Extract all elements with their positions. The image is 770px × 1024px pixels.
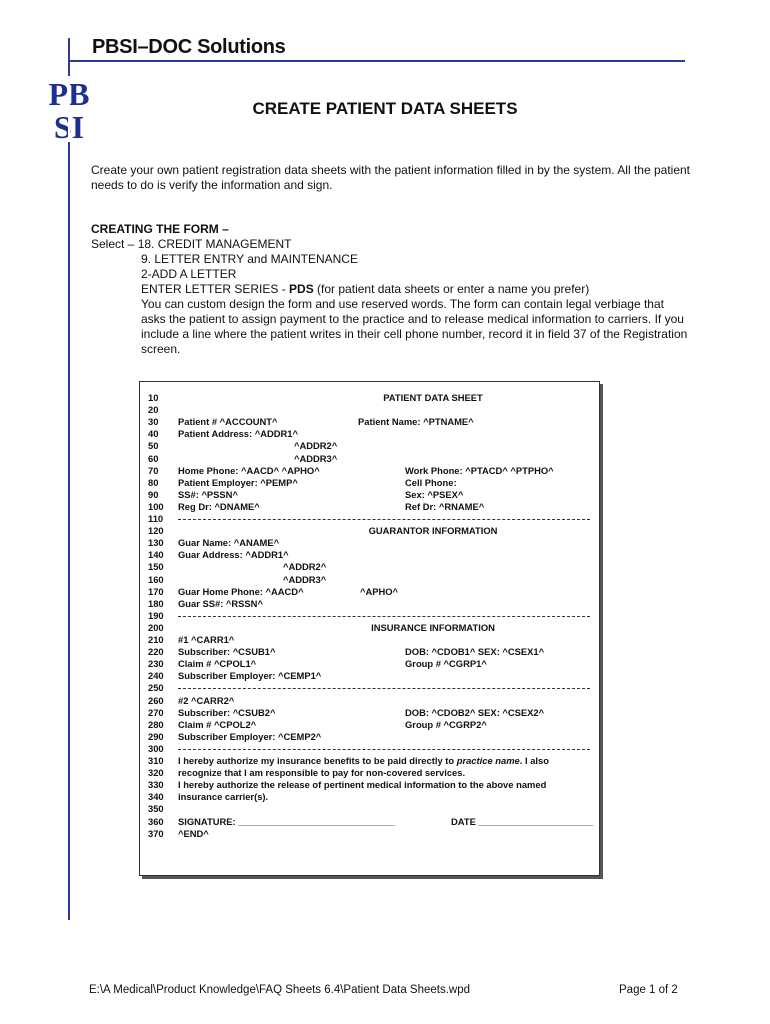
sheet-line [148, 428, 593, 440]
sheet-field-left: insurance carrier(s). [178, 791, 269, 803]
sheet-line-number: 140 [148, 549, 164, 561]
sheet-field-right: Work Phone: ^PTACD^ ^PTPHO^ [405, 464, 554, 476]
sheet-line [148, 682, 593, 694]
sheet-field-right: DATE ______________________ [451, 815, 594, 827]
sheet-line-number: 10 [148, 392, 159, 403]
sheet-line-number: 280 [148, 718, 164, 730]
sheet-field-left: Guar Address: ^ADDR1^ [178, 549, 289, 561]
sheet-line [148, 549, 593, 561]
sheet-field-left: Subscriber Employer: ^CEMP1^ [178, 670, 322, 682]
sheet-section-heading: INSURANCE INFORMATION [371, 621, 495, 633]
sheet-line-number: 220 [148, 646, 164, 658]
sheet-line [148, 561, 593, 573]
sheet-line-number: 70 [148, 464, 159, 476]
step-letter-series-suffix: (for patient data sheets or enter a name you prefer) [313, 282, 590, 296]
sheet-line-number: 90 [148, 488, 159, 500]
sheet-field-right: Group # ^CGRP2^ [405, 718, 487, 730]
sheet-line [148, 646, 593, 658]
step-letter-series-prefix: ENTER LETTER SERIES - [141, 282, 290, 296]
sheet-field-left: SIGNATURE: ______________________________ [178, 815, 395, 827]
sheet-line-number: 330 [148, 779, 164, 791]
sheet-line-number: 320 [148, 767, 164, 779]
sheet-field-left: ^ADDR3^ [294, 452, 338, 464]
sheet-line-number: 160 [148, 573, 164, 585]
custom-design-paragraph: You can custom design the form and use reserved words. The form can contain legal verbiage that asks the patient to assign payment to the practice and to release medical information to carriers. If you include a line where the patient writes in their cell phone number, record it in field 37 of the Registration screen. [141, 297, 688, 356]
sheet-line [148, 610, 593, 622]
intro-paragraph: Create your own patient registration data sheets with the patient information filled in by the system. All the patient needs to do is verify the information and sign. [91, 163, 690, 192]
sheet-divider [178, 519, 590, 520]
sheet-line [148, 719, 593, 731]
logo-top-text: PB [48, 76, 90, 112]
sheet-line-number: 240 [148, 670, 164, 682]
sheet-line [148, 440, 593, 452]
sheet-field-left: ^ADDR2^ [283, 561, 327, 573]
sheet-authorization-line [178, 755, 549, 767]
sheet-line-number: 80 [148, 476, 159, 488]
step-letter-series [91, 282, 691, 297]
sheet-field-left: ^ADDR3^ [283, 573, 327, 585]
patient-data-sheet-sample [139, 381, 600, 876]
sheet-line-number: 310 [148, 755, 164, 766]
sheet-field-left: Reg Dr: ^DNAME^ [178, 500, 260, 512]
sheet-line-number: 210 [148, 634, 164, 645]
sheet-divider [178, 688, 590, 689]
authorization-text-b: . I also [519, 755, 549, 766]
select-line: Select – 18. CREDIT MANAGEMENT [91, 237, 292, 251]
sheet-line [148, 465, 593, 477]
practice-name-placeholder: practice name [456, 755, 520, 766]
sheet-line-number: 40 [148, 428, 159, 440]
sheet-field-left: Subscriber: ^CSUB2^ [178, 706, 276, 718]
header-rule [68, 60, 685, 62]
step-letter-entry: 9. LETTER ENTRY and MAINTENANCE [141, 252, 358, 266]
sheet-line [148, 525, 593, 537]
sheet-line [148, 634, 593, 646]
sheet-line-number: 60 [148, 452, 159, 464]
sheet-line [148, 743, 593, 755]
sheet-field-left: Patient # ^ACCOUNT^ [178, 416, 278, 428]
sheet-field-left: recognize that I am responsible to pay for non-covered services. [178, 767, 466, 779]
sheet-line-number: 290 [148, 730, 164, 742]
sheet-field-left: Guar Name: ^ANAME^ [178, 537, 280, 549]
sheet-line [148, 392, 593, 404]
sheet-line-number: 170 [148, 585, 164, 597]
sheet-line-number: 340 [148, 791, 164, 803]
sheet-field-left: ^END^ [178, 827, 209, 839]
sheet-field-right: DOB: ^CDOB2^ SEX: ^CSEX2^ [405, 706, 545, 718]
sheet-field-left: Subscriber: ^CSUB1^ [178, 646, 276, 658]
sheet-field-left: Patient Address: ^ADDR1^ [178, 428, 298, 440]
step-add-letter: 2-ADD A LETTER [141, 267, 237, 281]
sheet-line [148, 477, 593, 489]
creating-form-section [91, 222, 691, 357]
company-name: PBSI–DOC Solutions [92, 36, 286, 58]
sheet-field-left: Patient Employer: ^PEMP^ [178, 476, 298, 488]
sheet-line-number: 110 [148, 513, 164, 524]
sheet-field-left: Home Phone: ^AACD^ ^APHO^ [178, 464, 320, 476]
authorization-text-a: I hereby authorize my insurance benefits to be paid directly to [178, 755, 457, 766]
sheet-line-number: 250 [148, 682, 164, 694]
sheet-line-number: 300 [148, 742, 164, 754]
sheet-field-left: ^ADDR2^ [294, 440, 338, 452]
left-margin-rule [68, 38, 70, 920]
creating-form-heading: CREATING THE FORM – [91, 222, 229, 236]
sheet-section-heading: GUARANTOR INFORMATION [368, 525, 498, 537]
sheet-line [148, 695, 593, 707]
sheet-field-left: #2 ^CARR2^ [178, 694, 235, 706]
sheet-line [148, 501, 593, 513]
sheet-field-right: Ref Dr: ^RNAME^ [405, 500, 485, 512]
sheet-line [148, 513, 593, 525]
sheet-field-left: Claim # ^CPOL2^ [178, 718, 257, 730]
sheet-line-number: 360 [148, 815, 164, 827]
sheet-field-left: I hereby authorize the release of pertinent medical information to the above named [178, 779, 547, 791]
sheet-line [148, 670, 593, 682]
sheet-line-number: 20 [148, 404, 159, 416]
sheet-line [148, 816, 593, 828]
sheet-line [148, 622, 593, 634]
sheet-line [148, 416, 593, 428]
sheet-line [148, 707, 593, 719]
sheet-field-left: Claim # ^CPOL1^ [178, 658, 257, 670]
sheet-line-number: 270 [148, 706, 164, 718]
sheet-field-right: ^APHO^ [360, 585, 399, 597]
sheet-field-left: #1 ^CARR1^ [178, 634, 235, 645]
sheet-field-left: Guar Home Phone: ^AACD^ [178, 585, 304, 597]
document-title [0, 99, 770, 119]
sheet-field-right: Cell Phone: [405, 476, 457, 488]
sheet-section-heading: PATIENT DATA SHEET [383, 392, 483, 403]
sheet-line-number: 230 [148, 658, 164, 670]
sheet-divider [178, 616, 590, 617]
sheet-line [148, 586, 593, 598]
sheet-line-number: 100 [148, 500, 164, 512]
sheet-line-number: 180 [148, 597, 164, 609]
sheet-field-left: Guar SS#: ^RSSN^ [178, 597, 263, 609]
sheet-line-number: 150 [148, 561, 164, 573]
sheet-line [148, 791, 593, 803]
sheet-field-right: Patient Name: ^PTNAME^ [358, 416, 474, 428]
sheet-line [148, 537, 593, 549]
sheet-line-number: 200 [148, 621, 164, 633]
sheet-line [148, 731, 593, 743]
sheet-field-left: SS#: ^PSSN^ [178, 488, 238, 500]
sheet-field-right: Sex: ^PSEX^ [405, 488, 464, 500]
sheet-line-number: 370 [148, 827, 164, 839]
document-title-text: CREATE PATIENT DATA SHEETS [252, 99, 518, 118]
sheet-divider [178, 749, 590, 750]
sheet-line [148, 574, 593, 586]
sheet-line [148, 767, 593, 779]
sheet-field-right: Group # ^CGRP1^ [405, 658, 487, 670]
sheet-line [148, 489, 593, 501]
sheet-line [148, 598, 593, 610]
sheet-line-number: 260 [148, 694, 164, 706]
sheet-line-number: 30 [148, 416, 159, 428]
sheet-line-number: 130 [148, 537, 164, 549]
sheet-line [148, 828, 593, 840]
footer-page-number: Page 1 of 2 [619, 984, 678, 996]
sheet-line [148, 803, 593, 815]
sheet-field-right: DOB: ^CDOB1^ SEX: ^CSEX1^ [405, 646, 545, 658]
logo-bottom-text: SI [53, 109, 85, 142]
sheet-line-number: 120 [148, 525, 164, 537]
sheet-line-number: 350 [148, 803, 164, 815]
sheet-line [148, 755, 593, 767]
step-letter-series-code: PDS [289, 282, 314, 296]
sheet-field-left: Subscriber Employer: ^CEMP2^ [178, 730, 322, 742]
sheet-line [148, 453, 593, 465]
sheet-line [148, 658, 593, 670]
sheet-line-number: 190 [148, 609, 164, 621]
sheet-line-number: 50 [148, 440, 159, 452]
footer-file-path: E:\A Medical\Product Knowledge\FAQ Sheets 6.4\Patient Data Sheets.wpd [89, 984, 470, 996]
sheet-line [148, 779, 593, 791]
sheet-line [148, 404, 593, 416]
